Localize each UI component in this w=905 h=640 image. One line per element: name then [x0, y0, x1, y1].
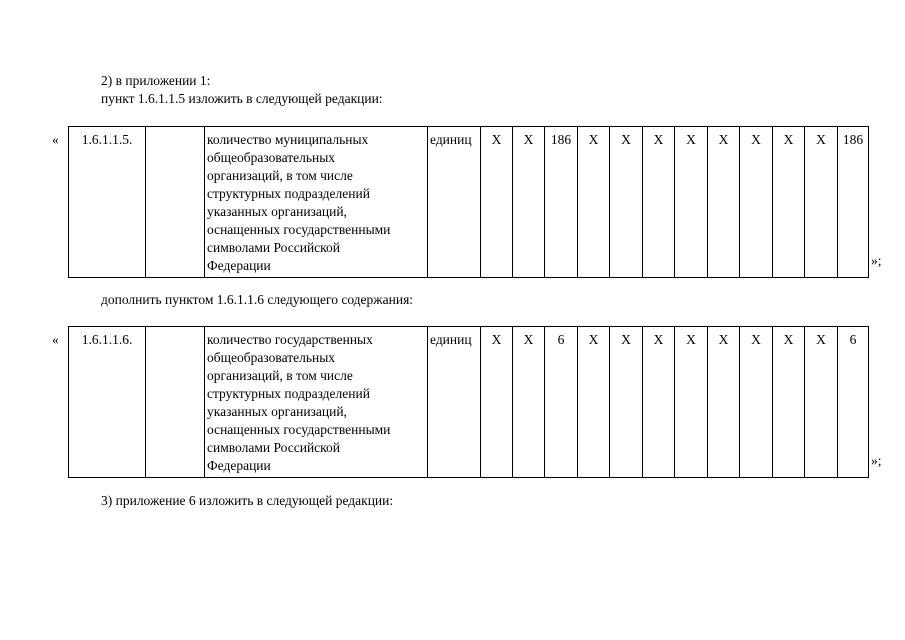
add-item-instruction: дополнить пунктом 1.6.1.1.6 следующего содержания:: [101, 292, 414, 307]
desc-line: указанных организаций,: [207, 404, 347, 419]
desc-line: Федерации: [207, 258, 271, 273]
row-1-description: [205, 127, 428, 278]
row-1-value: 186: [838, 127, 869, 278]
item-3-instruction: 3) приложение 6 изложить в следующей редакции:: [101, 493, 394, 508]
row-2-table: [68, 326, 869, 478]
row-1-code: 1.6.1.1.5.: [69, 127, 146, 278]
desc-line: количество муниципальных: [207, 132, 369, 147]
row-2-value: 6: [545, 327, 578, 478]
row-1-value: 186: [545, 127, 578, 278]
desc-line: Федерации: [207, 458, 271, 473]
item-2-heading: 2) в приложении 1:: [101, 73, 211, 88]
row-1-value: X: [805, 127, 838, 278]
desc-line: структурных подразделений: [207, 386, 370, 401]
row-2-unit: единиц: [428, 327, 481, 478]
desc-line: организаций, в том числе: [207, 368, 353, 383]
row-2-value: X: [805, 327, 838, 478]
row-1-value: X: [740, 127, 773, 278]
desc-line: общеобразовательных: [207, 350, 336, 365]
row-2-value: X: [740, 327, 773, 478]
desc-line: общеобразовательных: [207, 150, 336, 165]
desc-line: организаций, в том числе: [207, 168, 353, 183]
row-2-blank-cell: [146, 327, 205, 478]
desc-line: количество государственных: [207, 332, 373, 347]
row-1-table: [68, 126, 869, 278]
row-2-value: X: [481, 327, 513, 478]
row-2-value: X: [708, 327, 740, 478]
row-1-value: X: [481, 127, 513, 278]
item-2-instruction: пункт 1.6.1.1.5 изложить в следующей редакции:: [101, 91, 383, 106]
row-1-value: X: [513, 127, 545, 278]
row-2-close-quote: »;: [871, 453, 882, 468]
desc-line: символами Российской: [207, 240, 341, 255]
row-1-value: X: [578, 127, 610, 278]
row-2-open-quote: «: [52, 332, 59, 347]
row-1-open-quote: «: [52, 132, 59, 147]
row-1-unit: единиц: [428, 127, 481, 278]
row-1-value: X: [773, 127, 805, 278]
row-2-code: 1.6.1.1.6.: [69, 327, 146, 478]
row-1-blank-cell: [146, 127, 205, 278]
row-2-value: X: [773, 327, 805, 478]
row-2-value: X: [578, 327, 610, 478]
row-1-value: X: [708, 127, 740, 278]
row-1-value: X: [675, 127, 708, 278]
desc-line: символами Российской: [207, 440, 341, 455]
row-2-value: X: [643, 327, 675, 478]
row-1-close-quote: »;: [871, 253, 882, 268]
desc-line: указанных организаций,: [207, 204, 347, 219]
row-2-value: X: [610, 327, 643, 478]
row-2-value: X: [675, 327, 708, 478]
row-2-description: [205, 327, 428, 478]
row-1-value: X: [610, 127, 643, 278]
desc-line: структурных подразделений: [207, 186, 370, 201]
desc-line: оснащенных государственными: [207, 422, 391, 437]
row-2-value: 6: [838, 327, 869, 478]
row-1-value: X: [643, 127, 675, 278]
desc-line: оснащенных государственными: [207, 222, 391, 237]
row-2-value: X: [513, 327, 545, 478]
